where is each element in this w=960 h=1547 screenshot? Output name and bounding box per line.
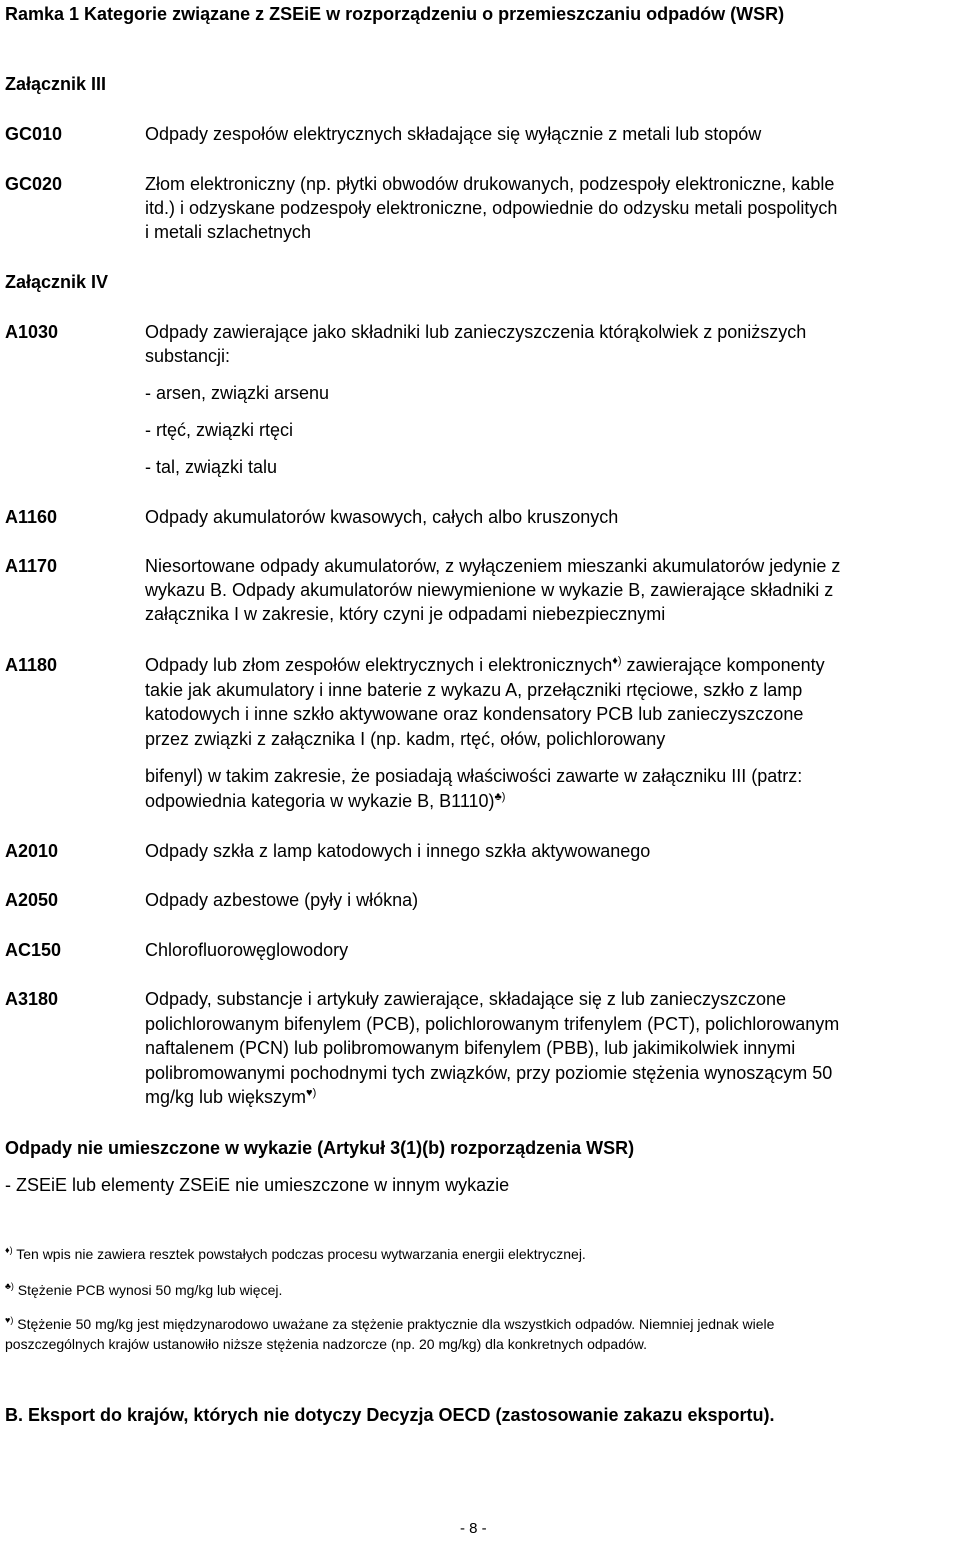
desc-gc020-line-3: i metali szlachetnych (145, 222, 312, 242)
code-a2050: A2050 (5, 890, 59, 910)
footnote-2 (5, 1279, 282, 1303)
desc-a1030-line-2: substancji: (145, 346, 231, 366)
footnote-text: Stężenie PCB wynosi 50 mg/kg lub więcej. (13, 1282, 283, 1298)
code-a3180: A3180 (5, 989, 59, 1009)
not-listed-item: - ZSEiE lub elementy ZSEiE nie umieszczone w innym wykazie (5, 1175, 510, 1195)
substance-item: - rtęć, związki rtęci (145, 420, 294, 440)
desc-gc020-line-1: Złom elektroniczny (np. płytki obwodów drukowanych, podzespoły elektroniczne, kable (145, 174, 835, 194)
not-listed-heading: Odpady nie umieszczone w wykazie (Artykuł 3(1)(b) rozporządzenia WSR) (5, 1138, 635, 1158)
substance-item: - tal, związki talu (145, 457, 278, 477)
a1180-text-part: Odpady lub złom zespołów elektrycznych i elektronicznych (145, 655, 613, 675)
code-a1030: A1030 (5, 322, 59, 342)
desc-gc020-line-2: itd.) i odzyskane podzespoły elektroniczne, odpowiednie do odzysku metali pospolitych (145, 198, 838, 218)
code-ac150: AC150 (5, 940, 62, 960)
desc-a1170-line-1: Niesortowane odpady akumulatorów, z wyłączeniem mieszanki akumulatorów jedynie z (145, 556, 841, 576)
code-a1180: A1180 (5, 655, 58, 675)
footnote-ref-club[interactable]: ♣) (494, 791, 506, 803)
desc-a1180-line-1 (145, 655, 825, 676)
code-gc010: GC010 (5, 124, 63, 144)
desc-a1180-line-5: bifenyl) w takim zakresie, że posiadają właściwości zawarte w załączniku III (patrz: (145, 766, 803, 786)
code-a1170: A1170 (5, 556, 58, 576)
desc-a1180-line-4: przez związki z załącznika I (np. kadm, rtęć, ołów, polichlorowany (145, 729, 666, 749)
page-number: - 8 - (460, 1520, 487, 1537)
footnote-text: Stężenie 50 mg/kg jest międzynarodowo uważane za stężenie praktycznie dla wszystkich odpadów. Niemniej jednak wiele (13, 1316, 775, 1332)
desc-a1180-line-3: katodowych i inne szkło aktywowane oraz kondensatory PCB lub zanieczyszczone (145, 704, 804, 724)
footnote-ref-heart[interactable]: ♥) (306, 1087, 317, 1099)
footnote-symbol: ♣) (5, 1281, 14, 1291)
substance-item: - arsen, związki arsenu (145, 383, 330, 403)
footnote-3-continued: poszczególnych krajów ustanowiło niższe stężenia nadzorcze (np. 20 mg/kg) dla konkretnych odpadów. (5, 1336, 648, 1352)
code-a1160: A1160 (5, 507, 58, 527)
desc-a3180-line-5 (145, 1087, 316, 1108)
desc-a1170-line-2: wykazu B. Odpady akumulatorów niewymienione w wykazie B, zawierające składniki z (145, 580, 834, 600)
annex-4-heading: Załącznik IV (5, 272, 109, 292)
footnote-ref-diamond[interactable]: ♦) (612, 655, 622, 667)
desc-a3180-line-1: Odpady, substancje i artykuły zawierające, składające się z lub zanieczyszczone (145, 989, 786, 1009)
desc-a1030-line-1: Odpady zawierające jako składniki lub zanieczyszczenia którąkolwiek z poniższych (145, 322, 807, 342)
a1180-text-part: odpowiednia kategoria w wykazie B, B1110) (145, 791, 495, 811)
footnote-1 (5, 1243, 586, 1267)
desc-ac150: Chlorofluorowęglowodory (145, 940, 349, 960)
a3180-text-part: mg/kg lub większym (145, 1087, 307, 1107)
desc-a1160: Odpady akumulatorów kwasowych, całych albo kruszonych (145, 507, 619, 527)
page-title: Ramka 1 Kategorie związane z ZSEiE w rozporządzeniu o przemieszczaniu odpadów (WSR) (5, 4, 785, 24)
a1180-text-part: zawierające komponenty (621, 655, 825, 675)
footnote-symbol: ♥) (5, 1315, 14, 1325)
code-gc020: GC020 (5, 174, 63, 194)
desc-a1180-line-2: takie jak akumulatory i inne baterie z wykazu A, przełączniki rtęciowe, szkło z lamp (145, 680, 803, 700)
footnote-symbol: ♦) (5, 1245, 13, 1255)
code-a2010: A2010 (5, 841, 59, 861)
desc-a2050: Odpady azbestowe (pyły i włókna) (145, 890, 419, 910)
desc-a3180-line-4: polibromowanymi pochodnymi tych związków, przy poziomie stężenia wynoszącym 50 (145, 1063, 833, 1083)
desc-a1170-line-3: załącznika I w zakresie, który czyni je odpadami niebezpiecznymi (145, 604, 666, 624)
section-b-heading: B. Eksport do krajów, których nie dotyczy Decyzja OECD (zastosowanie zakazu eksportu). (5, 1405, 775, 1425)
desc-a3180-line-3: naftalenem (PCN) lub polibromowanym bifenylem (PBB), lub jakimikolwiek innymi (145, 1038, 796, 1058)
footnote-text: Ten wpis nie zawiera resztek powstałych podczas procesu wytwarzania energii elektrycznej. (12, 1246, 586, 1262)
desc-a3180-line-2: polichlorowanym bifenylem (PCB), polichlorowanym trifenylem (PCT), polichlorowanym (145, 1014, 840, 1034)
desc-a2010: Odpady szkła z lamp katodowych i innego szkła aktywowanego (145, 841, 651, 861)
desc-gc010: Odpady zespołów elektrycznych składające się wyłącznie z metali lub stopów (145, 124, 762, 144)
annex-3-heading: Załącznik III (5, 74, 107, 94)
desc-a1180-line-6 (145, 791, 505, 812)
